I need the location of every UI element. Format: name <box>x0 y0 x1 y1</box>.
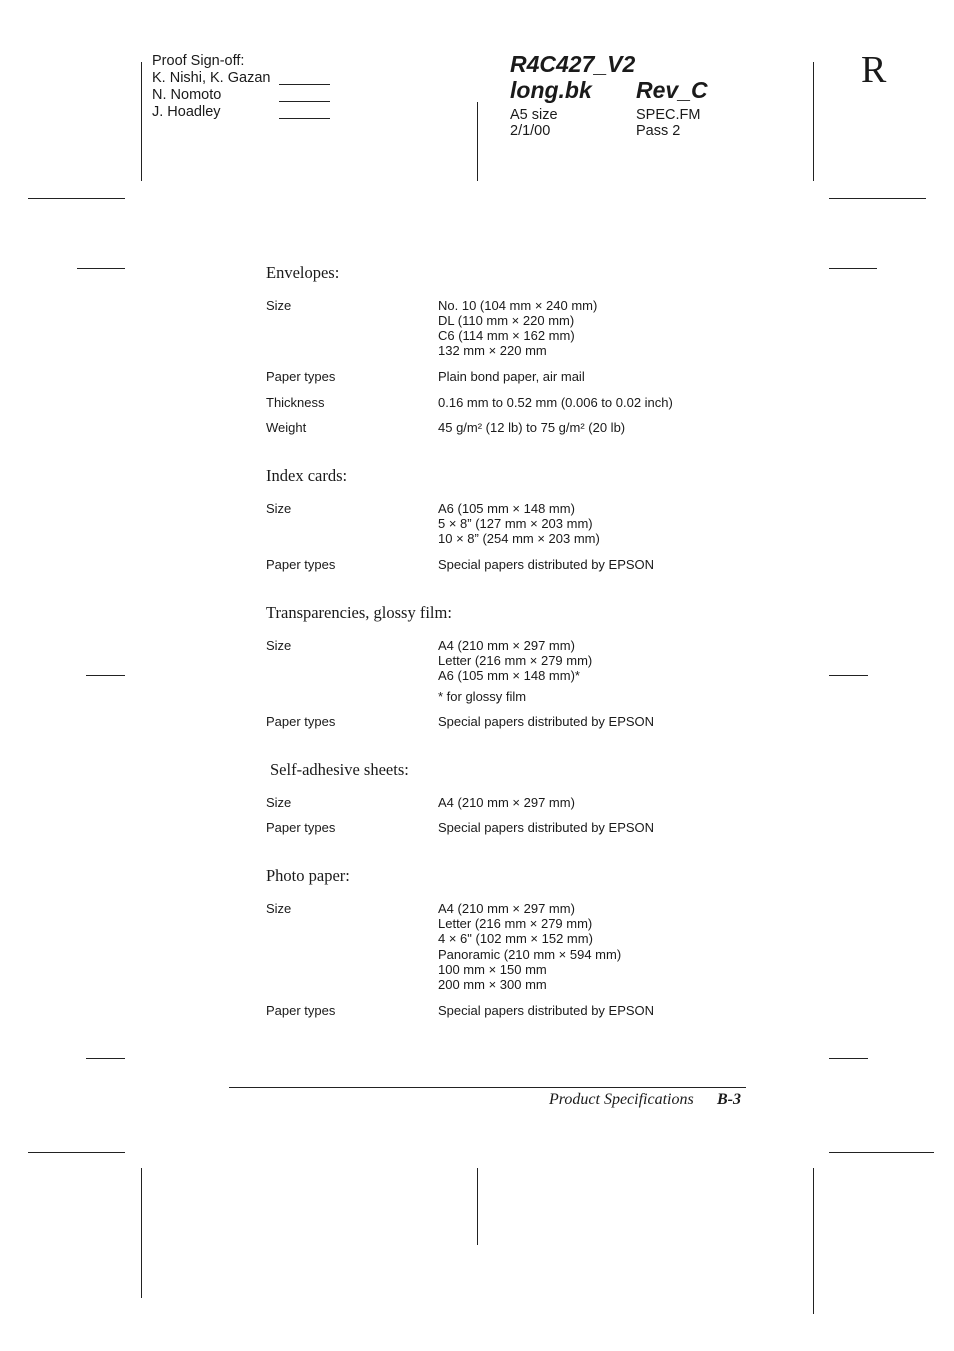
crop-mark-bottom-left <box>28 1152 125 1153</box>
crop-mark-left-top <box>141 62 142 181</box>
spec-label-paper-types: Paper types <box>266 820 336 835</box>
section-title-self-adhesive: Self-adhesive sheets: <box>270 760 409 779</box>
crop-mark-top-right <box>829 198 926 199</box>
page-size-label: A5 size <box>510 107 558 123</box>
section-title-photo-paper: Photo paper: <box>266 866 350 885</box>
book-name: long.bk <box>510 77 592 103</box>
revision-label: Rev_C <box>636 77 708 103</box>
corner-letter: R <box>861 49 887 91</box>
section-title-envelopes: Envelopes: <box>266 263 340 282</box>
spec-value-size: No. 10 (104 mm × 240 mm) <box>438 298 598 313</box>
section-title-transparencies: Transparencies, glossy film: <box>266 603 452 622</box>
spec-value-size: 4 × 6" (102 mm × 152 mm) <box>438 931 593 946</box>
spec-label-size: Size <box>266 795 292 810</box>
spec-value-paper-types: Special papers distributed by EPSON <box>438 557 655 572</box>
proof-signoff-block <box>152 53 270 121</box>
proof-row <box>152 53 270 70</box>
section-title-index-cards: Index cards: <box>266 466 348 485</box>
spec-label-size: Size <box>266 501 292 516</box>
spec-value-thickness: 0.16 mm to 0.52 mm (0.006 to 0.02 inch) <box>438 395 673 410</box>
spec-value-paper-types: Special papers distributed by EPSON <box>438 820 655 835</box>
spec-label-size: Size <box>266 638 292 653</box>
spec-value-size: A4 (210 mm × 297 mm) <box>438 901 575 916</box>
proof-name: N. Nomoto <box>152 87 222 103</box>
spec-value-size: Panoramic (210 mm × 594 mm) <box>438 947 622 962</box>
spec-label-size: Size <box>266 901 292 916</box>
trim-mark-right-3 <box>829 1058 868 1059</box>
crop-mark-center-bottom <box>477 1168 478 1245</box>
trim-mark-right-1 <box>829 268 877 269</box>
spec-label-weight: Weight <box>266 420 307 435</box>
spec-footnote: * for glossy film <box>438 689 527 704</box>
trim-mark-left-1 <box>77 268 125 269</box>
spec-label-paper-types: Paper types <box>266 369 336 384</box>
spec-value-size: C6 (114 mm × 162 mm) <box>438 328 575 343</box>
spec-value-size: 10 × 8” (254 mm × 203 mm) <box>438 531 600 546</box>
doc-id-title: R4C427_V2 <box>510 51 636 77</box>
pass-label: Pass 2 <box>636 123 681 139</box>
crop-mark-top-left <box>28 198 125 199</box>
crop-mark-center-top <box>477 102 478 181</box>
crop-mark-left-bottom <box>141 1168 142 1298</box>
spec-value-paper-types: Special papers distributed by EPSON <box>438 1003 655 1018</box>
spec-label-thickness: Thickness <box>266 395 325 410</box>
spec-value-size: DL (110 mm × 220 mm) <box>438 313 575 328</box>
crop-mark-right-top <box>813 62 814 181</box>
spec-value-size: Letter (216 mm × 279 mm) <box>438 916 593 931</box>
signature-blank <box>279 118 330 119</box>
footer-page-number: B-3 <box>717 1091 741 1108</box>
spec-value-size: A6 (105 mm × 148 mm)* <box>438 668 580 683</box>
spec-value-size: A4 (210 mm × 297 mm) <box>438 638 575 653</box>
spec-value-size: 132 mm × 220 mm <box>438 343 547 358</box>
spec-value-weight: 45 g/m² (12 lb) to 75 g/m² (20 lb) <box>438 420 626 435</box>
trim-mark-left-3 <box>86 1058 125 1059</box>
crop-mark-bottom-right <box>829 1152 934 1153</box>
spec-value-size: 200 mm × 300 mm <box>438 977 547 992</box>
spec-value-size: A6 (105 mm × 148 mm) <box>438 501 575 516</box>
spec-label-paper-types: Paper types <box>266 557 336 572</box>
file-name-label: SPEC.FM <box>636 107 701 123</box>
trim-mark-right-2 <box>829 675 868 676</box>
proof-row <box>152 70 270 87</box>
crop-mark-right-bottom <box>813 1168 814 1314</box>
footer-chapter-title: Product Specifications <box>549 1091 694 1108</box>
proof-name: J. Hoadley <box>152 104 221 120</box>
spec-label-paper-types: Paper types <box>266 714 336 729</box>
spec-label-size: Size <box>266 298 292 313</box>
footer-rule <box>229 1087 746 1088</box>
spec-value-size: 100 mm × 150 mm <box>438 962 547 977</box>
signature-blank <box>279 84 330 85</box>
spec-value-size: 5 × 8” (127 mm × 203 mm) <box>438 516 593 531</box>
proof-row <box>152 104 270 121</box>
proof-row <box>152 87 270 104</box>
proof-name: K. Nishi, K. Gazan <box>152 70 271 86</box>
trim-mark-left-2 <box>86 675 125 676</box>
spec-label-paper-types: Paper types <box>266 1003 336 1018</box>
proof-name: Proof Sign-off: <box>152 53 245 69</box>
date-label: 2/1/00 <box>510 123 551 139</box>
spec-value-paper-types: Special papers distributed by EPSON <box>438 714 655 729</box>
spec-value-size: Letter (216 mm × 279 mm) <box>438 653 593 668</box>
signature-blank <box>279 101 330 102</box>
spec-value-size: A4 (210 mm × 297 mm) <box>438 795 575 810</box>
spec-value-paper-types: Plain bond paper, air mail <box>438 369 585 384</box>
